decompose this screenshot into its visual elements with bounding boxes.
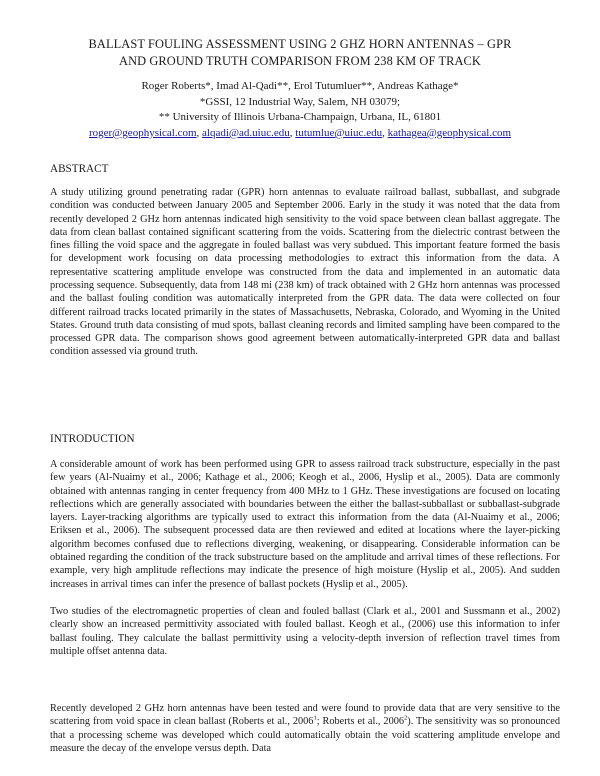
title-line-2: AND GROUND TRUTH COMPARISON FROM 238 KM OF TRACK — [119, 54, 481, 68]
intro-paragraph-3-text: ). The sensitivity was so pronounced that a processing scheme was developed which could automatically obtain the void scattering amplitude envelope and measure the decay of the envelope versus depth. Data — [50, 716, 560, 754]
email-link[interactable]: roger@geophysical.com — [88, 126, 197, 139]
footnote-ref-2: 2 — [404, 714, 408, 722]
affiliation-2: ** University of Illinois Urbana-Champaign, Urbana, IL, 61801 — [158, 111, 442, 124]
email-link[interactable]: alqadi@ad.uiuc.edu — [202, 126, 290, 139]
intro-paragraph-1: A considerable amount of work has been performed using GPR to assess railroad track substructure, especially in the past few years (Al-Nuaimy et al., 2006; Kathage et al., 2006; Keogh et al., 2006, Hyslip et al., 2005). Data are commonly obtained with antennas ranging in center frequency from 400 MHz to 1 GHz. These investigations are focused on locating reflections which are generally associated with boundaries between the either the ballast-subballast or subballast-subgrade layers. Layer-tracking algorithms are typically used to extract this information from the data (Al-Nuaimy et al., 2006; Eriksen et al., 2006). The subsequent processed data are then reviewed and edited at locations where the layer-picking algorithm becomes confused due to reflections diverging, weakening, or disappearing. Considerable information can be obtained regarding the condition of the track substructure based on the amplitude and arrival times of these reflections. For example, very high amplitude reflections may indicate the presence of high moisture (Hyslip et al., 2005). And sudden increases in arrival times can infer the presence of ballast pockets (Hyslip et al., 2005). — [50, 459, 560, 590]
abstract-text: A study utilizing ground penetrating radar (GPR) horn antennas to evaluate railroad ballast, subballast, and subgrade condition was conducted between January 2005 and September 2006. Early in the study it was noted that the data from recently developed 2 GHz horn antennas indicated high sensitivity to the void space between clean ballast aggregate. The data from clean ballast contained significant scattering from the voids. Scattering from the dielectric contrast between the fines filling the void space and the aggregate in fouled ballast was very subdued. This important feature formed the basis for development work focusing on data processing methodologies to extract this information from the data. A representative scattering amplitude envelope was constructed from the data and implemented in an automatic data processing sequence. Subsequently, data from 148 mi (238 km) of track obtained with 2 GHz horn antennas was processed and the ballast fouling condition was automatically interpreted from the GPR data. The data were collected on four different railroad tracks located primarily in the states of Massachusetts, Nebraska, Colorado, and Wyoming in the United States. Ground truth data consisting of mud spots, ballast cleaning records and limited sampling have been compared to the processed GPR data. The comparison shows good agreement between automatically-interpreted GPR data and ballast condition assessed via ground truth. — [50, 187, 560, 358]
intro-paragraph-2: Two studies of the electromagnetic properties of clean and fouled ballast (Clark et al., 2001 and Sussmann et al., 2002) clearly show an increased permittivity associated with fouled ballast. Keogh et al., (2006) use this information to infer ballast fouling. They calculate the ballast permittivity using a velocity-depth inversion of reflection travel times from multiple offset antenna data. — [50, 606, 560, 657]
email-separator: , — [196, 126, 203, 139]
author-block — [40, 79, 560, 141]
introduction-heading: INTRODUCTION — [50, 433, 135, 445]
intro-paragraph-3 — [50, 702, 560, 755]
email-separator: , — [289, 126, 296, 139]
intro-paragraph-3-text: Recently developed 2 GHz horn antennas have been tested and were found to provide data that are very sensitive to the scattering from void space in clean ballast (Roberts et al., 2006 — [50, 703, 560, 728]
intro-paragraph-3-text: ; Roberts et al., 2006 — [316, 716, 405, 728]
affiliation-1: *GSSI, 12 Industrial Way, Salem, NH 03079; — [199, 95, 401, 108]
title-line-1: BALLAST FOULING ASSESSMENT USING 2 GHZ HORN ANTENNAS – GPR — [88, 37, 512, 51]
paper-title — [60, 36, 540, 70]
footnote-ref-1: 1 — [313, 714, 317, 722]
abstract-heading: ABSTRACT — [50, 163, 109, 175]
email-separator: , — [382, 126, 388, 139]
email-link[interactable]: tutumlue@uiuc.edu — [295, 126, 383, 139]
author-names: Roger Roberts*, Imad Al-Qadi**, Erol Tutumluer**, Andreas Kathage* — [141, 80, 459, 92]
email-link[interactable]: kathagea@geophysical.com — [387, 126, 512, 139]
email-list — [40, 126, 560, 142]
